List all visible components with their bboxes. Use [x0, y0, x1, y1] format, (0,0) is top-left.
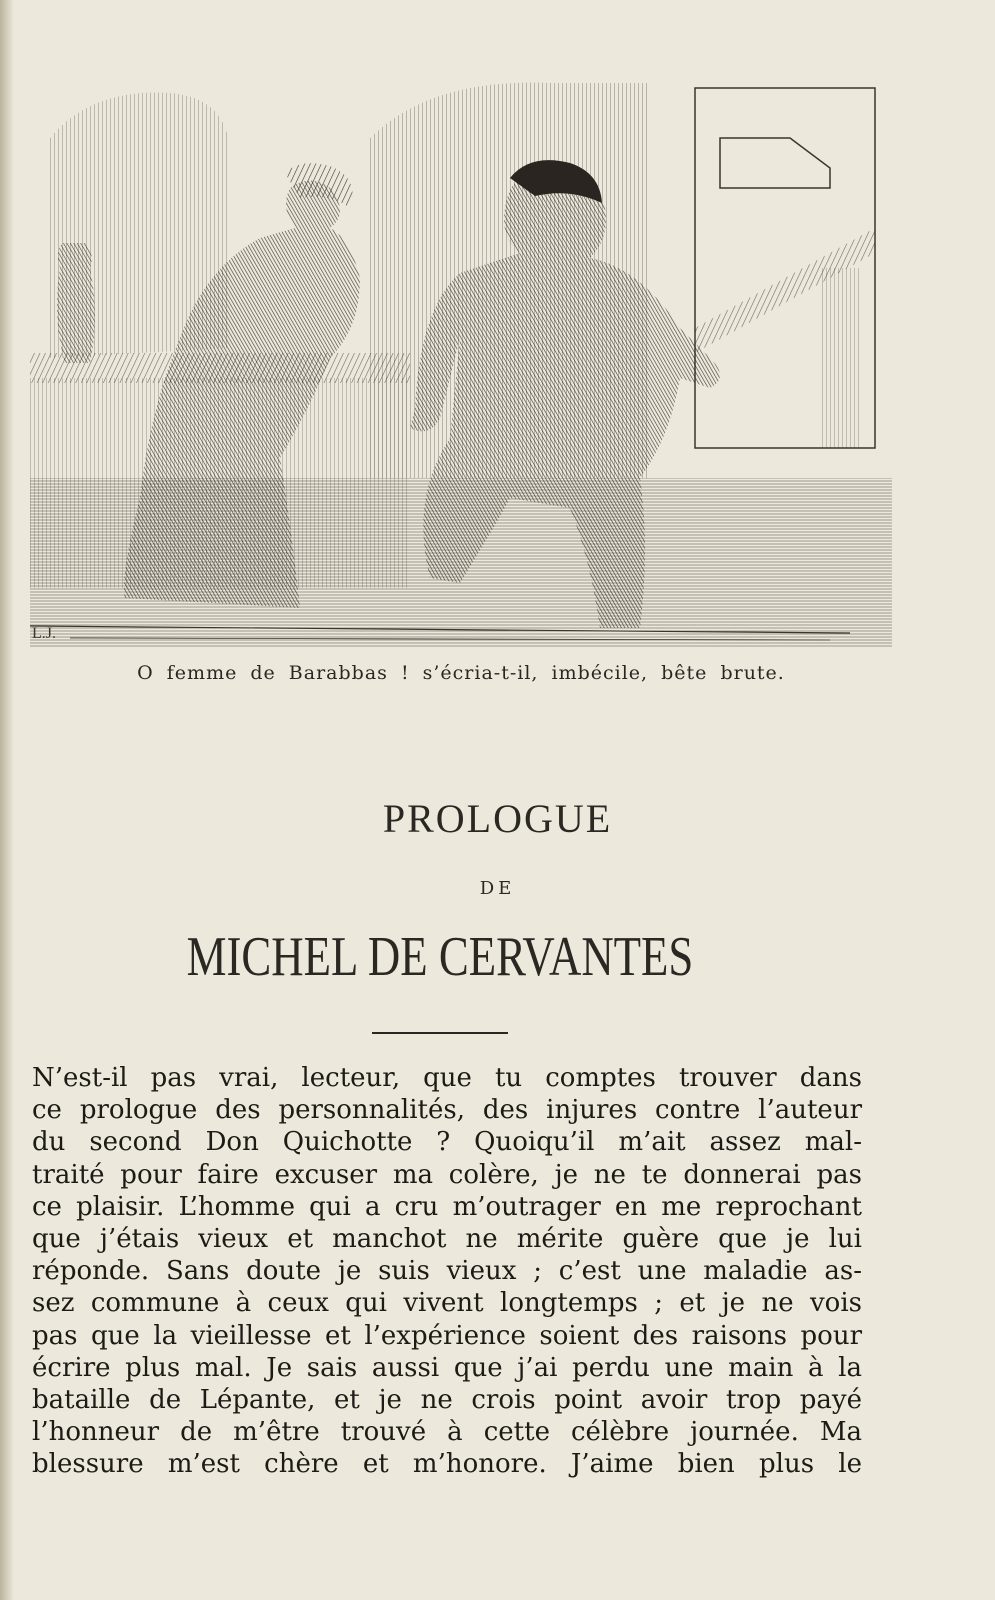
divider-rule: [372, 1032, 508, 1034]
text-line: bataille de Lépante, et je ne crois point avoir trop payé: [32, 1385, 862, 1416]
text-line: que j’étais vieux et manchot ne mérite guère que je lui: [32, 1224, 862, 1255]
text-line: du second Don Quichotte ? Quoiqu’il m’ait assez mal-: [32, 1127, 862, 1158]
text-line: ce plaisir. L’homme qui a cru m’outrager en me reprochant: [32, 1191, 862, 1222]
text-line: blessure m’est chère et m’honore. J’aime bien plus le: [32, 1449, 862, 1480]
text-line: ce prologue des personnalités, des injures contre l’auteur: [32, 1095, 862, 1126]
engraving-svg: [30, 78, 892, 656]
engraving-illustration: [30, 78, 892, 656]
text-line: sez commune à ceux qui vivent longtemps ; et je ne vois: [32, 1288, 862, 1319]
text-line: N’est-il pas vrai, lecteur, que tu comptes trouver dans: [32, 1063, 862, 1093]
title-connector: DE: [479, 878, 516, 899]
text-line: l’honneur de m’être trouvé à cette célèbre journée. Ma: [32, 1417, 862, 1448]
artist-signature: L.J.: [32, 625, 56, 642]
author-title: MICHEL DE CERVANTES: [186, 926, 694, 988]
text-line: traité pour faire excuser ma colère, je ne te donnerai pas: [32, 1159, 862, 1190]
chapter-title: PROLOGUE: [382, 796, 613, 841]
illustration-caption: O femme de Barabbas ! s’écria-t-il, imbécile, bête brute.: [137, 662, 785, 684]
prologue-body: [32, 1062, 862, 1481]
text-line: réponde. Sans doute je suis vieux ; c’est une maladie as-: [32, 1256, 862, 1287]
text-line: pas que la vieillesse et l’expérience soient des raisons pour: [32, 1320, 862, 1351]
text-line: écrire plus mal. Je sais aussi que j’ai perdu une main à la: [32, 1352, 862, 1383]
